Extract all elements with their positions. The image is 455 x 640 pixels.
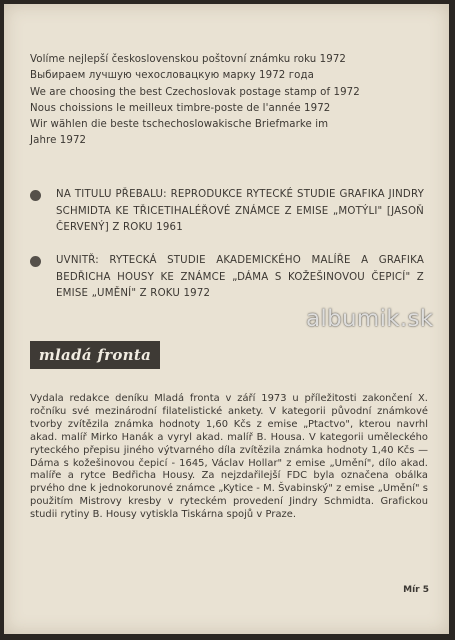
watermark: albumik.sk <box>306 306 434 332</box>
bullet-icon <box>30 190 41 201</box>
intro-multilingual <box>30 52 428 150</box>
publication-note: Vydala redakce deníku Mladá fronta v září 1973 u příležitosti zakončení X. ročníku své mezinárodní filatelistické ankety. V kategorii původní známkové tvorby zvítězila známka hodnoty 1,60 Kčs z emise „Ptactvo", kterou navrhl akad. malíř Mirko Hanák a vyryl akad. malíř B. Housa. V kategorii uměleckého ryteckého přepisu jiného výtvarného díla zvítězila známka hodnoty 1,40 Kčs — Dáma s kožešinovou čepicí - 1645, Václav Hollar" z emise „Umění", dílo akad. malíře a rytce Bedřicha Housy. Za nejzdařilejší FDC byla označena obálka prvého dne k jednokorunové známce „Kytice - M. Švabinský" z emise „Umění" s použitím Mistrovy kresby v ryteckém provedení Jindry Schmidta. Grafickou studii rytiny B. Housy vytiskla Tiskárna spojů v Praze. <box>30 393 428 521</box>
intro-line-cz: Volíme nejlepší československou poštovní známku roku 1972 <box>30 54 346 65</box>
inside-note-text: UVNITŘ: RYTECKÁ STUDIE AKADEMICKÉHO MALÍŘE A GRAFIKA BEDŘICHA HOUSY KE ZNÁMCE „DÁMA S KOŽEŠINOVOU ČEPICÍ" Z EMISE „UMĚNÍ" Z ROKU 1972 <box>56 255 424 300</box>
intro-line-ru: Выбираем лучшую чехословацкую марку 1972 года <box>30 70 314 82</box>
intro-line-de: Wir wählen die beste tschechoslowakische Briefmarke im <box>30 119 329 131</box>
bullet-icon <box>30 256 41 267</box>
print-code: Mír 5 <box>403 585 429 595</box>
intro-line-de-2: Jahre 1972 <box>30 135 87 147</box>
intro-line-en: We are choosing the best Czechoslovak postage stamp of 1972 <box>30 86 360 98</box>
intro-line-fr: Nous choissions le meilleux timbre-poste de l'année 1972 <box>30 102 331 114</box>
cover-note-text: NA TITULU PŘEBALU: REPRODUKCE RYTECKÉ STUDIE GRAFIKA JINDRY SCHMIDTA KE TŘICETIHALÉŘOVÉ ZNÁMCE Z EMISE „MOTÝLI" [JASOŇ ČERVENÝ] Z ROKU 1961 <box>56 189 424 234</box>
mlada-fronta-logo: mladá fronta <box>30 341 160 369</box>
leaflet-page <box>4 4 449 634</box>
